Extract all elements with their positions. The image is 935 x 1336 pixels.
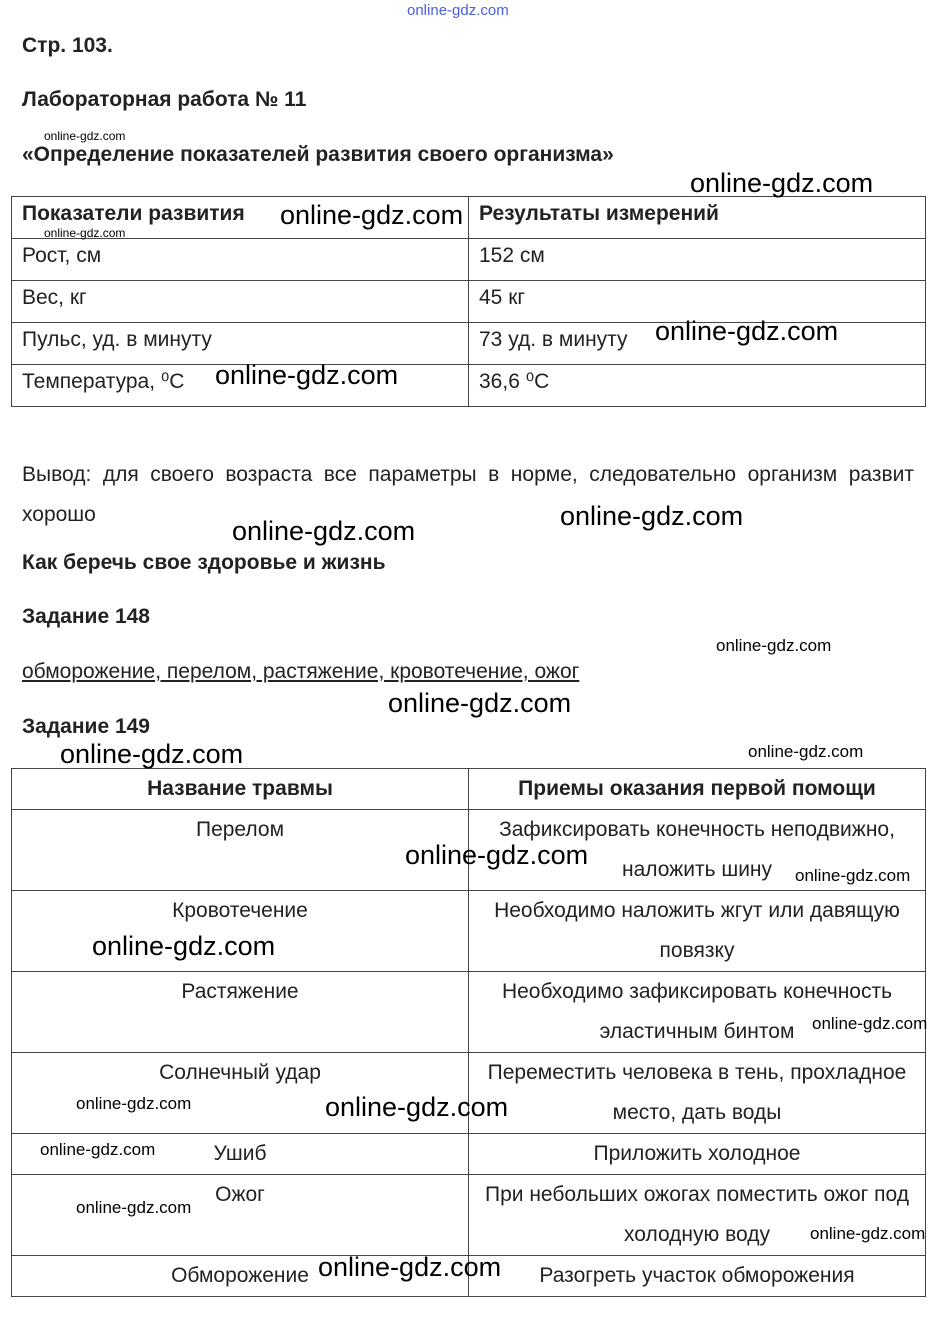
answer-text: обморожение, перелом, растяжение, кровотечение, ожог	[22, 660, 580, 683]
watermark: online-gdz.com	[716, 636, 832, 655]
cell: Растяжение	[12, 972, 469, 1053]
table-row	[12, 365, 926, 407]
header-cell: Приемы оказания первой помощи	[469, 769, 926, 810]
watermark: online-gdz.com	[76, 1094, 192, 1113]
cell: Обморожение	[12, 1256, 469, 1297]
table-row	[12, 239, 926, 281]
table-header-row	[12, 197, 926, 239]
header-cell: Показатели развития	[12, 197, 469, 239]
watermark: online-gdz.com	[407, 2, 509, 19]
measurements-table	[11, 196, 926, 407]
section-title: Как беречь свое здоровье и жизнь	[22, 551, 386, 574]
watermark: online-gdz.com	[318, 1252, 502, 1282]
cell: Перелом	[12, 810, 469, 891]
cell: Солнечный удар	[12, 1053, 469, 1134]
watermark: online-gdz.com	[92, 931, 276, 961]
cell: Температура, ⁰С	[12, 365, 469, 407]
watermark: online-gdz.com	[44, 226, 126, 240]
cell: 152 см	[469, 239, 926, 281]
task149-title: Задание 149	[22, 715, 150, 738]
watermark: online-gdz.com	[40, 1140, 156, 1159]
table-header-row	[12, 769, 926, 810]
watermark: online-gdz.com	[748, 742, 864, 761]
cell: 45 кг	[469, 281, 926, 323]
watermark: online-gdz.com	[44, 129, 126, 143]
watermark: online-gdz.com	[690, 168, 874, 198]
task148-answer	[22, 660, 579, 684]
watermark: online-gdz.com	[325, 1092, 509, 1122]
cell: 36,6 ⁰С	[469, 365, 926, 407]
watermark: online-gdz.com	[560, 501, 744, 531]
watermark: online-gdz.com	[810, 1224, 926, 1243]
cell: Ушиб	[12, 1134, 469, 1175]
watermark: online-gdz.com	[76, 1198, 192, 1217]
watermark: online-gdz.com	[215, 360, 399, 390]
lab-title: Лабораторная работа № 11	[22, 88, 307, 111]
watermark: online-gdz.com	[795, 866, 911, 885]
cell: Ожог	[12, 1175, 469, 1256]
cell: 73 уд. в минуту	[469, 323, 926, 365]
cell: Зафиксировать конечность неподвижно, наложить шину	[469, 810, 926, 891]
lab-subtitle: «Определение показателей развития своего организма»	[22, 143, 614, 166]
conclusion: Вывод: для своего возраста все параметры в норме, следовательно организм развит хорошо	[22, 463, 914, 526]
watermark: online-gdz.com	[232, 516, 416, 546]
watermark: online-gdz.com	[60, 739, 244, 769]
watermark: online-gdz.com	[388, 688, 572, 718]
cell: Пульс, уд. в минуту	[12, 323, 469, 365]
watermark: online-gdz.com	[280, 200, 464, 230]
cell: Приложить холодное	[469, 1134, 926, 1175]
header-cell: Результаты измерений	[469, 197, 926, 239]
watermark: online-gdz.com	[655, 316, 839, 346]
cell: Разогреть участок обморожения	[469, 1256, 926, 1297]
cell: Необходимо наложить жгут или давящую повязку	[469, 891, 926, 972]
watermark: online-gdz.com	[405, 840, 589, 870]
cell: Переместить человека в тень, прохладное место, дать воды	[469, 1053, 926, 1134]
cell: Кровотечение	[12, 891, 469, 972]
table-row	[12, 972, 926, 1053]
cell: Рост, см	[12, 239, 469, 281]
watermark: online-gdz.com	[812, 1014, 928, 1033]
cell: При небольших ожогах поместить ожог под холодную воду	[469, 1175, 926, 1256]
header-cell: Название травмы	[12, 769, 469, 810]
cell: Необходимо зафиксировать конечность эластичным бинтом	[469, 972, 926, 1053]
task148-title: Задание 148	[22, 605, 150, 628]
cell: Вес, кг	[12, 281, 469, 323]
page-label: Стр. 103.	[22, 34, 113, 57]
